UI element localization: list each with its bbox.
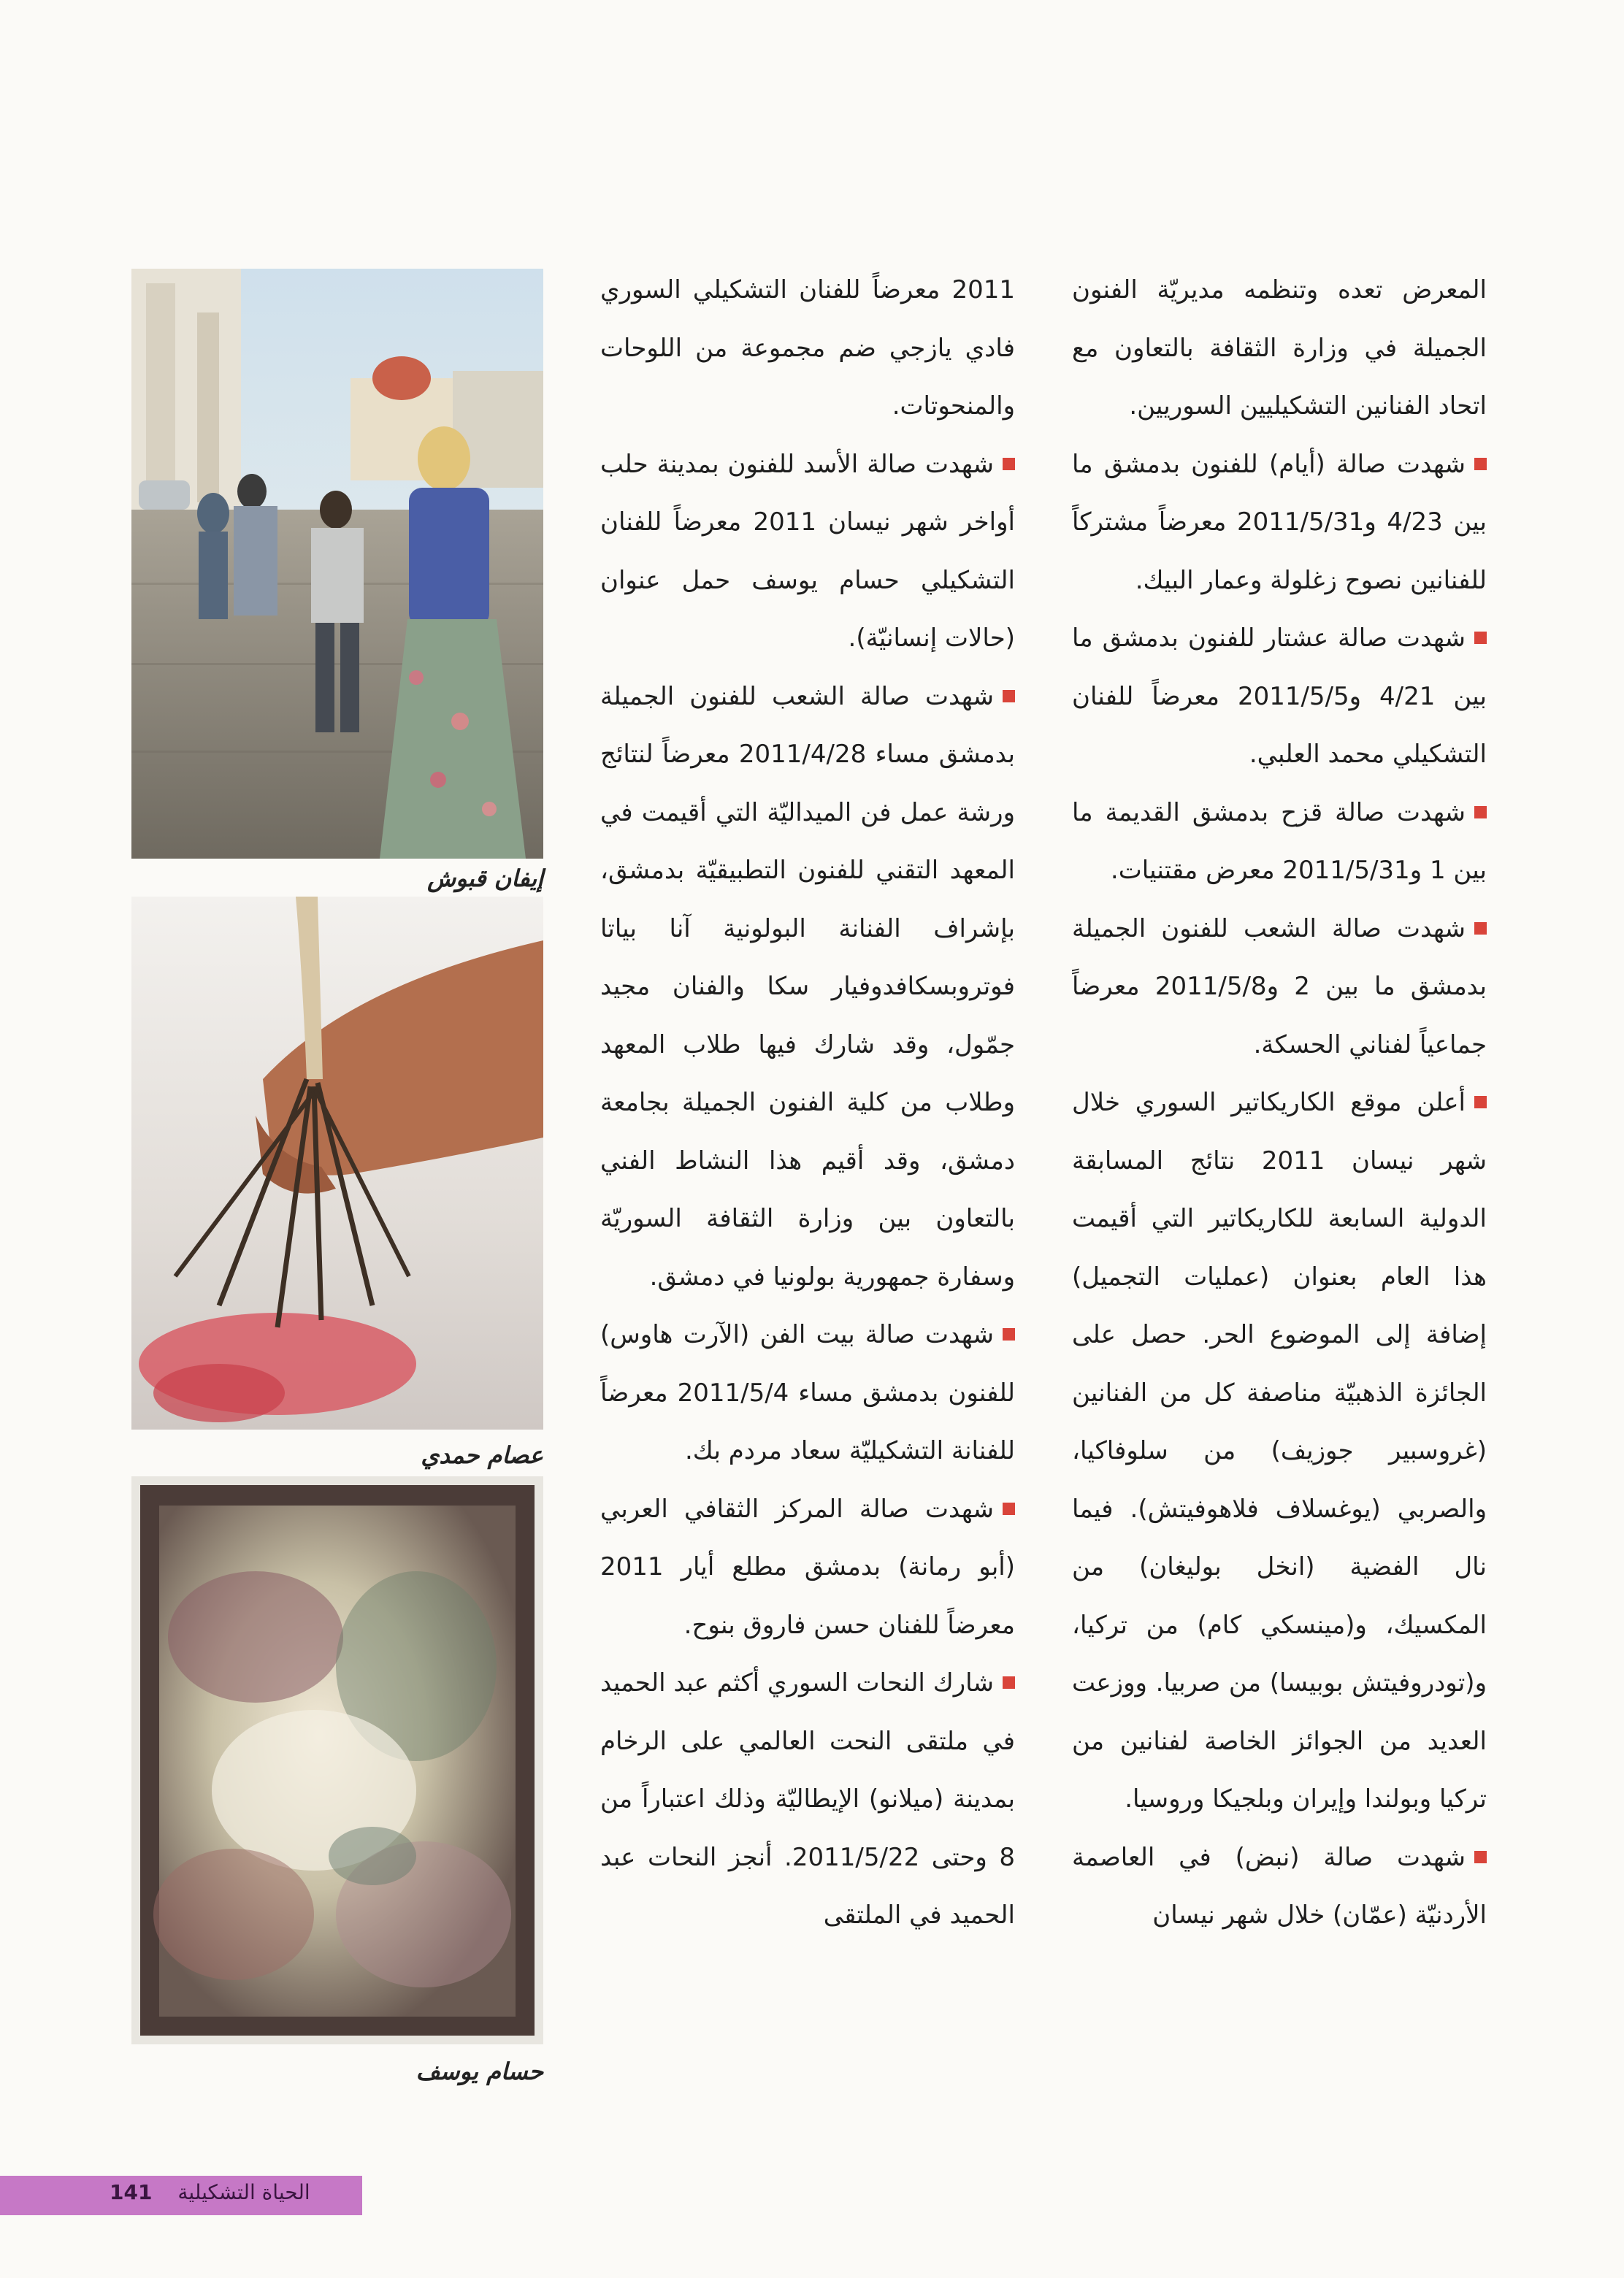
paragraph-text: شارك النحات السوري أكثم عبد الحميد في ملتقى النحت العالمي على الرخام بمدينة (ميلانو) الإيطاليّة وذلك اعتباراً من 8 وحتى 2011/5/22. أنجز النحات عبد الحميد في الملتقى <box>600 1668 1015 1930</box>
article-column-middle <box>600 261 1015 2101</box>
street-scene-illustration <box>131 269 543 859</box>
news-paragraph <box>1072 784 1487 900</box>
abstract-painting-illustration <box>131 1476 543 2044</box>
news-paragraph <box>600 436 1015 668</box>
square-bullet-icon <box>1474 922 1487 935</box>
caption-photo3: حسام يوسف <box>415 2058 543 2085</box>
framed-abstract-painting <box>131 1476 543 2044</box>
news-paragraph <box>1072 900 1487 1075</box>
square-bullet-icon <box>1474 458 1487 470</box>
paragraph-text: شهدت صالة الشعب للفنون الجميلة بدمشق مساء 2011/4/28 معرضاً لنتائج ورشة عمل فن الميداليّة التي أقيمت في المعهد التقني للفنون التطبيقيّة بدمشق، بإشراف الفنانة البولونية آنا بياتا فوتروبسكافدوفيار سكا والفنان مجيد جمّول، وقد شارك فيها طلاب المعهد وطلاب من كلية الفنون الجميلة بجامعة دمشق، وقد أقيم هذا النشاط الفني بالتعاون بين وزارة الثقافة السوريّة وسفارة جمهورية بولونيا في دمشق. <box>600 681 1015 1292</box>
page-number: 141 <box>110 2180 153 2204</box>
street-scene-painting <box>131 269 543 859</box>
news-paragraph <box>1072 436 1487 610</box>
news-paragraph <box>600 668 1015 1307</box>
news-paragraph <box>1072 1829 1487 1945</box>
paragraph-text: المعرض تعده وتنظمه مديريّة الفنون الجميلة في وزارة الثقافة بالتعاون مع اتحاد الفنانين التشكيليين السوريين. <box>1072 275 1487 421</box>
paragraph-text: شهدت صالة (أيام) للفنون بدمشق ما بين 4/23 و2011/5/31 معرضاً مشتركاً للفنانين نصوح زغلولة وعمار البيك. <box>1072 449 1487 595</box>
paragraph-text: شهدت صالة عشتار للفنون بدمشق ما بين 4/21 و2011/5/5 معرضاً للفنان التشكيلي محمد العلبي. <box>1072 624 1487 769</box>
square-bullet-icon <box>1003 1503 1015 1515</box>
square-bullet-icon <box>1003 690 1015 702</box>
square-bullet-icon <box>1474 806 1487 818</box>
news-paragraph <box>1072 261 1487 436</box>
square-bullet-icon <box>1474 632 1487 644</box>
hand-sticks-illustration <box>131 897 543 1430</box>
footer <box>110 2180 310 2204</box>
paragraph-text: شهدت صالة المركز الثقافي العربي (أبو رمانة) بدمشق مطلع أيار 2011 معرضاً للفنان حسن فاروق بنوح. <box>600 1494 1015 1640</box>
paragraph-text: شهدت صالة قزح بدمشق القديمة ما بين 1 و2011/5/31 معرض مقتنيات. <box>1072 797 1487 885</box>
caption-photo1: إيفان قبوش <box>427 864 543 892</box>
news-paragraph <box>1072 1074 1487 1829</box>
article-column-right <box>1072 261 1487 2101</box>
news-paragraph <box>600 1654 1015 1945</box>
paragraph-text: شهدت صالة (نبض) في العاصمة الأردنيّة (عمّان) خلال شهر نيسان <box>1072 1842 1487 1930</box>
square-bullet-icon <box>1003 1676 1015 1689</box>
paragraph-text: شهدت صالة بيت الفن (الآرت هاوس) للفنون بدمشق مساء 2011/5/4 معرضاً للفنانة التشكيليّة سعاد مردم بك. <box>600 1320 1015 1465</box>
paragraph-text: 2011 معرضاً للفنان التشكيلي السوري فادي يازجي ضم مجموعة من اللوحات والمنحوتات. <box>600 275 1015 421</box>
news-paragraph <box>600 1481 1015 1655</box>
news-paragraph <box>600 261 1015 436</box>
magazine-name: الحياة التشكيلية <box>177 2180 310 2204</box>
square-bullet-icon <box>1003 458 1015 470</box>
square-bullet-icon <box>1474 1096 1487 1108</box>
paragraph-text: شهدت صالة الأسد للفنون بمدينة حلب أواخر شهر نيسان 2011 معرضاً للفنان التشكيلي حسام يوسف حمل عنوان (حالات إنسانيّة). <box>600 449 1015 653</box>
paragraph-text: أعلن موقع الكاريكاتير السوري خلال شهر نيسان 2011 نتائج المسابقة الدولية السابعة للكاريكاتير التي أقيمت هذا العام بعنوان (عمليات التجميل) إضافة إلى الموضوع الحر. حصل على الجائزة الذهبيّة مناصفة كل من الفنانين (غروسبير جوزيف) من سلوفاكيا، والصربي (يوغسلاف فلاهوفيتش). فيما نال الفضية (انخل بوليغان) من المكسيك، و(مينسكي كام) من تركيا، و(تودروفيتش بوبيسا) من صربيا. ووزعت العديد من الجوائز الخاصة لفنانين من تركيا وبولندا وإيران وبلجيكا وروسيا. <box>1072 1088 1487 1814</box>
square-bullet-icon <box>1003 1328 1015 1341</box>
paragraph-text: شهدت صالة الشعب للفنون الجميلة بدمشق ما بين 2 و2011/5/8 معرضاً جماعياً لفناني الحسكة. <box>1072 913 1487 1059</box>
square-bullet-icon <box>1474 1851 1487 1863</box>
news-paragraph <box>600 1306 1015 1481</box>
caption-photo2: عصام حمدي <box>421 1441 543 1469</box>
hand-sculpture-photo <box>131 897 543 1430</box>
news-paragraph <box>1072 610 1487 784</box>
